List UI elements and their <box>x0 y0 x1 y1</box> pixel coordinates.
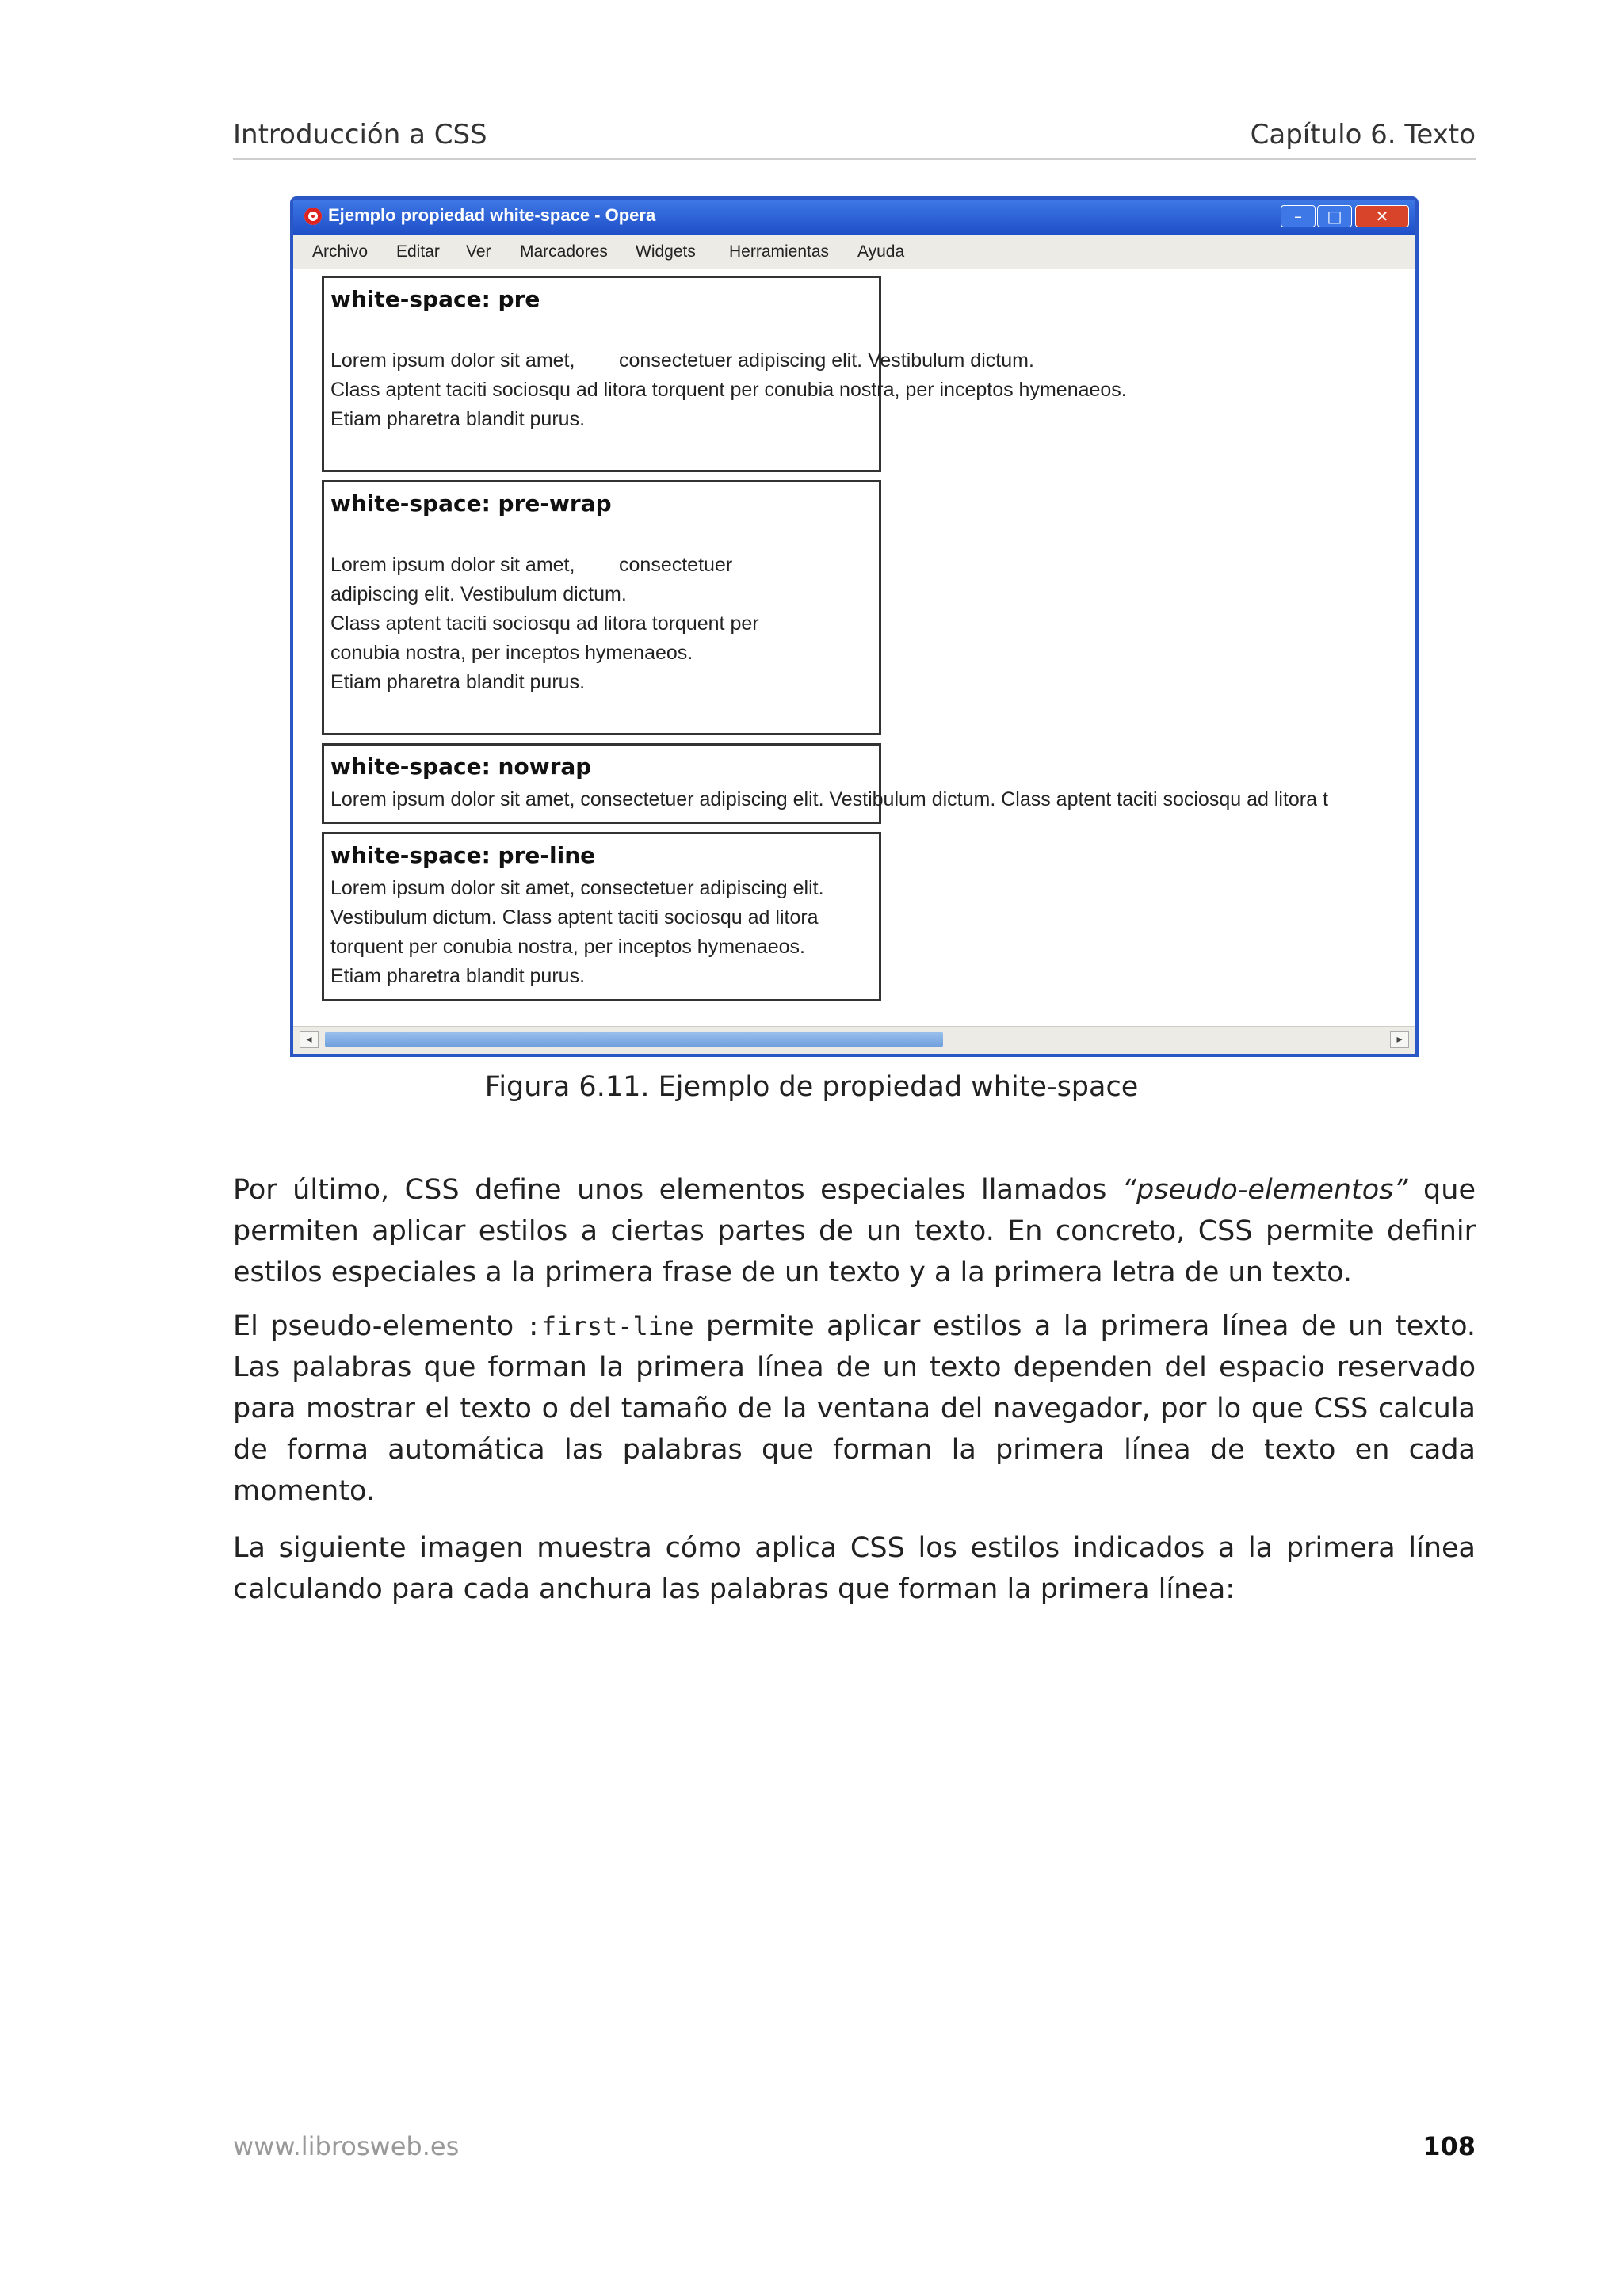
paragraph-text: que permiten aplicar estilos a ciertas partes de un texto. En concreto, CSS permite definir estilos especiales a la primera frase de un texto y a la primera letra de un texto. <box>233 1174 1476 1288</box>
box-line: Etiam pharetra blandit purus. <box>330 408 586 430</box>
page-viewport <box>293 269 1415 1027</box>
paragraph-1 <box>233 1169 1476 1293</box>
opera-logo-icon <box>304 208 322 225</box>
figure-caption: Figura 6.11. Ejemplo de propiedad white-space <box>484 1071 1139 1103</box>
paragraph-2 <box>233 1306 1476 1512</box>
box-nowrap <box>322 743 1328 824</box>
window-titlebar <box>293 200 1415 235</box>
box-heading: white-space: nowrap <box>330 753 592 780</box>
menu-ayuda[interactable]: Ayuda <box>857 242 905 261</box>
browser-window-figure <box>290 196 1419 1057</box>
header-chapter: Capítulo 6. Texto <box>1250 119 1476 151</box>
menu-editar[interactable]: Editar <box>396 242 440 261</box>
box-pre <box>322 276 1127 472</box>
scroll-left-icon[interactable]: ◂ <box>300 1031 319 1048</box>
horizontal-scrollbar[interactable] <box>293 1026 1415 1054</box>
scroll-thumb[interactable] <box>325 1032 943 1047</box>
box-line: torquent per conubia nostra, per inceptos hymenaeos. <box>330 936 805 958</box>
box-line: Lorem ipsum dolor sit amet, consectetuer adipiscing elit. <box>330 877 824 899</box>
header-book-title: Introducción a CSS <box>233 119 487 151</box>
box-line: Lorem ipsum dolor sit amet, consectetuer adipiscing elit. Vestibulum dictum. Class aptent taciti sociosqu ad litora t <box>330 788 1328 810</box>
footer-site: www.librosweb.es <box>233 2131 460 2161</box>
close-icon[interactable]: ✕ <box>1355 205 1409 227</box>
paragraph-text: Por último, CSS define unos elementos especiales llamados <box>233 1174 1122 1206</box>
box-heading: white-space: pre <box>330 286 540 312</box>
box-line: Class aptent taciti sociosqu ad litora torquent per conubia nostra, per inceptos hymenaeos. <box>330 379 1127 401</box>
page-number: 108 <box>1423 2131 1476 2161</box>
paragraph-emphasis: “pseudo-elementos” <box>1121 1174 1408 1206</box>
menu-archivo[interactable]: Archivo <box>312 242 369 261</box>
box-line: Lorem ipsum dolor sit amet, consectetuer <box>330 554 733 576</box>
paragraph-text: El pseudo-elemento <box>233 1310 526 1342</box>
menu-ver[interactable]: Ver <box>466 242 491 261</box>
scroll-right-icon[interactable]: ▸ <box>1390 1031 1409 1048</box>
paragraph-3: La siguiente imagen muestra cómo aplica CSS los estilos indicados a la primera línea calculando para cada anchura las palabras que forman la primera línea: <box>233 1532 1476 1605</box>
box-line: Etiam pharetra blandit purus. <box>330 965 586 987</box>
box-pre-wrap <box>322 480 881 735</box>
box-line: Lorem ipsum dolor sit amet, consectetuer adipiscing elit. Vestibulum dictum. <box>330 349 1034 372</box>
box-line: Etiam pharetra blandit purus. <box>330 671 586 693</box>
box-line: Vestibulum dictum. Class aptent taciti sociosqu ad litora <box>330 906 819 929</box>
menu-marcadores[interactable]: Marcadores <box>520 242 608 261</box>
page-header <box>233 119 1476 160</box>
box-heading: white-space: pre-line <box>330 842 596 868</box>
menu-bar <box>293 235 1415 270</box>
paragraph-text: permite aplicar estilos a la primera línea de un texto. Las palabras que forman la primera línea de un texto dependen del espacio reservado para mostrar el texto o del tamaño de la ventana del navegador, por lo que CSS calcula de forma automática las palabras que forman la primera línea de texto en cada momento. <box>233 1310 1476 1507</box>
box-line: Class aptent taciti sociosqu ad litora torquent per <box>330 612 759 635</box>
menu-widgets[interactable]: Widgets <box>636 242 696 261</box>
box-heading: white-space: pre-wrap <box>330 490 612 517</box>
menu-herramientas[interactable]: Herramientas <box>729 242 830 261</box>
box-line: conubia nostra, per inceptos hymenaeos. <box>330 642 693 664</box>
box-pre-line <box>322 832 881 1001</box>
window-title: Ejemplo propiedad white-space - Opera <box>328 205 656 225</box>
maximize-icon[interactable]: □ <box>1317 205 1352 227</box>
minimize-icon[interactable]: – <box>1281 205 1316 227</box>
inline-code: :first-line <box>525 1311 694 1341</box>
box-line: adipiscing elit. Vestibulum dictum. <box>330 583 627 605</box>
